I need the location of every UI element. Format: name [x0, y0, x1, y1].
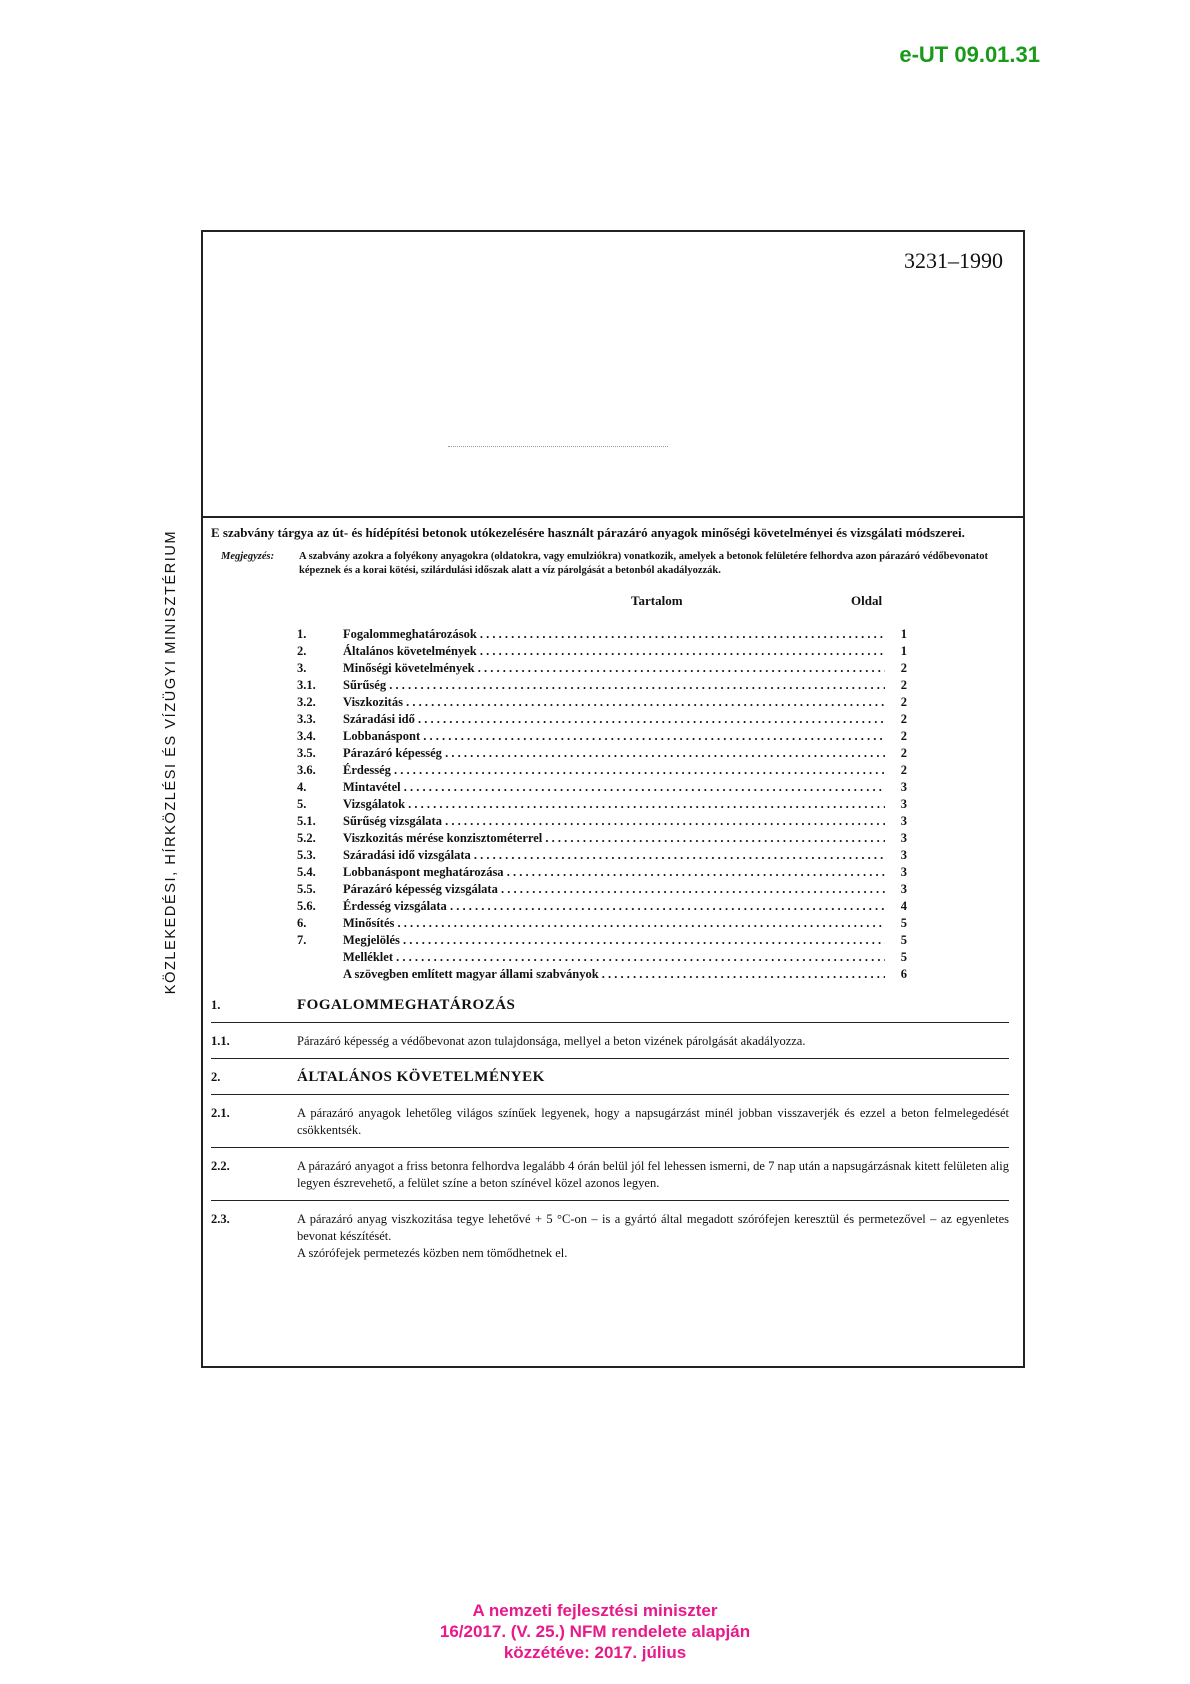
section-number: 2.3.: [211, 1212, 230, 1226]
section-text-block: [297, 1211, 1009, 1262]
document-body: [211, 524, 1009, 1262]
toc-number: 5.4.: [297, 865, 316, 879]
toc-entry-title: Száradási idő vizsgálata . . .: [343, 847, 885, 864]
section-number: 2.2.: [211, 1159, 230, 1173]
toc-number: 5.1.: [297, 814, 316, 828]
toc-entry-title: Minőségi követelmények . . .: [343, 660, 885, 677]
section-number: 1.1.: [211, 1034, 230, 1048]
toc-number: 5.2.: [297, 831, 316, 845]
toc-entry-title: Fogalommeghatározások . . .: [343, 626, 885, 643]
ministry-side-label: KÖZLEKEDÉSI, HÍRKÖZLÉSI ÉS VÍZÜGYI MINISZTÉRIUM: [163, 529, 179, 995]
toc-page-number: 2: [900, 695, 907, 709]
toc-row: [297, 626, 907, 643]
toc-page-number: 2: [900, 678, 907, 692]
section-2-2: [211, 1158, 1009, 1192]
divider: [211, 1058, 1009, 1059]
toc-number: 3.3.: [297, 712, 316, 726]
toc-page-number: 3: [900, 848, 907, 862]
toc-number: 4.: [297, 780, 307, 794]
toc-entry-title: Minősítés . . .: [343, 915, 885, 932]
section-number: 2.1.: [211, 1106, 230, 1120]
standard-number: 3231–1990: [904, 248, 1003, 273]
toc-page-number: 3: [900, 814, 907, 828]
toc-entry-title: Vizsgálatok . . .: [343, 796, 885, 813]
toc-number: 5.3.: [297, 848, 316, 862]
footer-line-3: közzétéve: 2017. július: [503, 1643, 687, 1662]
toc-entry-title: A szövegben említett magyar állami szabványok . . .: [343, 966, 885, 983]
section-2-1: [211, 1105, 1009, 1139]
toc-entry-title: Párazáró képesség . . .: [343, 745, 885, 762]
table-of-contents: [297, 626, 907, 983]
toc-page-number: 2: [900, 763, 907, 777]
toc-page-number: 5: [900, 916, 907, 930]
toc-page-number: 5: [900, 950, 907, 964]
toc-row: [297, 779, 907, 796]
footer-line-1: A nemzeti fejlesztési miniszter: [472, 1601, 718, 1620]
section-number: 2.: [211, 1070, 221, 1084]
dotted-rule: [448, 446, 668, 447]
section-number: 1.: [211, 998, 221, 1012]
toc-row: [297, 864, 907, 881]
toc-entry-title: Lobbanáspont meghatározása . . .: [343, 864, 885, 881]
toc-row: [297, 915, 907, 932]
toc-row: [297, 813, 907, 830]
toc-page-number: 1: [900, 627, 907, 641]
toc-row: [297, 830, 907, 847]
toc-row: [297, 949, 907, 966]
toc-page-number: 2: [900, 746, 907, 760]
toc-number: 5.6.: [297, 899, 316, 913]
header-box: [203, 232, 1023, 518]
toc-entry-title: Sűrűség vizsgálata . . .: [343, 813, 885, 830]
toc-header: [211, 592, 1009, 616]
toc-row: [297, 898, 907, 915]
section-text: A párazáró anyagot a friss betonra felhordva legalább 4 órán belül jól fel lehessen ismerni, de 7 nap után a napsugárzásnak kitett felületen alig legyen észrevehető, a felület színe a beton színével közel azonos legyen.: [297, 1159, 1009, 1190]
toc-number: 6.: [297, 916, 307, 930]
publication-footer: [0, 1600, 1190, 1663]
note-block: [211, 550, 1009, 578]
scope-paragraph: E szabvány tárgya az út- és hídépítési betonok utókezelésére használt párazáró anyagok minőségi követelményei és vizsgálati módszerei.: [211, 525, 965, 540]
toc-number: 1.: [297, 627, 307, 641]
toc-entry-title: Száradási idő . . .: [343, 711, 885, 728]
section-1-1: [211, 1033, 1009, 1050]
toc-number: 3.2.: [297, 695, 316, 709]
toc-entry-title: Lobbanáspont . . .: [343, 728, 885, 745]
toc-entry-title: Melléklet . . .: [343, 949, 885, 966]
toc-page-number: 4: [900, 899, 907, 913]
toc-number: 5.: [297, 797, 307, 811]
toc-row: [297, 762, 907, 779]
toc-row: [297, 694, 907, 711]
toc-page-heading: Oldal: [851, 593, 883, 608]
toc-number: 7.: [297, 933, 307, 947]
divider: [211, 1022, 1009, 1023]
toc-number: 3.5.: [297, 746, 316, 760]
toc-number: 2.: [297, 644, 307, 658]
toc-page-number: 2: [900, 729, 907, 743]
toc-row: [297, 660, 907, 677]
toc-entry-title: Mintavétel . . .: [343, 779, 885, 796]
section-text: A párazáró anyag viszkozitása tegye lehetővé + 5 °C-on – is a gyártó által megadott szórófejen keresztül és permetezővel – az egyenletes bevonat készítését.: [297, 1212, 1009, 1243]
toc-page-number: 3: [900, 797, 907, 811]
toc-row: [297, 966, 907, 983]
toc-entry-title: Érdesség vizsgálata . . .: [343, 898, 885, 915]
section-text-continued: A szórófejek permetezés közben nem tömődhetnek el.: [297, 1246, 568, 1260]
note-text: A szabvány azokra a folyékony anyagokra (oldatokra, vagy emulziókra) vonatkozik, amelyek a betonok felületére felhordva azon párazáró védőbevonatot képeznek és a korai kötési, szilárdulási időszak alatt a víz párolgását a betonból akadályozzák.: [299, 551, 988, 576]
toc-entry-title: Sűrűség . . .: [343, 677, 885, 694]
toc-page-number: 3: [900, 882, 907, 896]
toc-number: [297, 949, 343, 966]
document-code: e-UT 09.01.31: [899, 42, 1040, 67]
toc-row: [297, 677, 907, 694]
section-title: FOGALOMMEGHATÁROZÁS: [297, 997, 516, 1013]
toc-page-number: 2: [900, 661, 907, 675]
toc-entry-title: Általános követelmények . . .: [343, 643, 885, 660]
toc-row: [297, 881, 907, 898]
toc-number: 3.6.: [297, 763, 316, 777]
toc-page-number: 3: [900, 831, 907, 845]
section-2-3: [211, 1211, 1009, 1262]
toc-page-number: 1: [900, 644, 907, 658]
toc-page-number: 3: [900, 865, 907, 879]
toc-entry-title: Megjelölés . . .: [343, 932, 885, 949]
toc-row: [297, 728, 907, 745]
toc-title-heading: Tartalom: [631, 593, 683, 608]
section-title: ÁLTALÁNOS KÖVETELMÉNYEK: [297, 1069, 545, 1085]
toc-entry-title: Viszkozitás mérése konzisztométerrel . . .: [343, 830, 885, 847]
toc-page-number: 3: [900, 780, 907, 794]
toc-number: 3.1.: [297, 678, 316, 692]
section-1-heading: [211, 997, 1009, 1014]
divider: [211, 1094, 1009, 1095]
toc-number: 5.5.: [297, 882, 316, 896]
standard-page-frame: [201, 230, 1025, 1368]
section-2-heading: [211, 1069, 1009, 1086]
toc-row: [297, 847, 907, 864]
toc-page-number: 2: [900, 712, 907, 726]
divider: [211, 1200, 1009, 1201]
toc-row: [297, 745, 907, 762]
toc-number: [297, 966, 343, 983]
toc-row: [297, 932, 907, 949]
toc-entry-title: Párazáró képesség vizsgálata . . .: [343, 881, 885, 898]
section-text: A párazáró anyagok lehetőleg világos színűek legyenek, hogy a napsugárzást minél jobban visszaverjék és ezzel a beton felmelegedését csökkentsék.: [297, 1106, 1009, 1137]
toc-row: [297, 796, 907, 813]
toc-row: [297, 643, 907, 660]
note-label: Megjegyzés:: [221, 551, 275, 562]
toc-entry-title: Viszkozitás . . .: [343, 694, 885, 711]
divider: [211, 1147, 1009, 1148]
toc-page-number: 5: [900, 933, 907, 947]
toc-number: 3.: [297, 661, 307, 675]
footer-line-2: 16/2017. (V. 25.) NFM rendelete alapján: [439, 1622, 751, 1641]
toc-row: [297, 711, 907, 728]
toc-number: 3.4.: [297, 729, 316, 743]
section-text: Párazáró képesség a védőbevonat azon tulajdonsága, mellyel a beton vizének párolgását akadályozza.: [297, 1034, 806, 1048]
toc-entry-title: Érdesség . . .: [343, 762, 885, 779]
toc-page-number: 6: [900, 967, 907, 981]
